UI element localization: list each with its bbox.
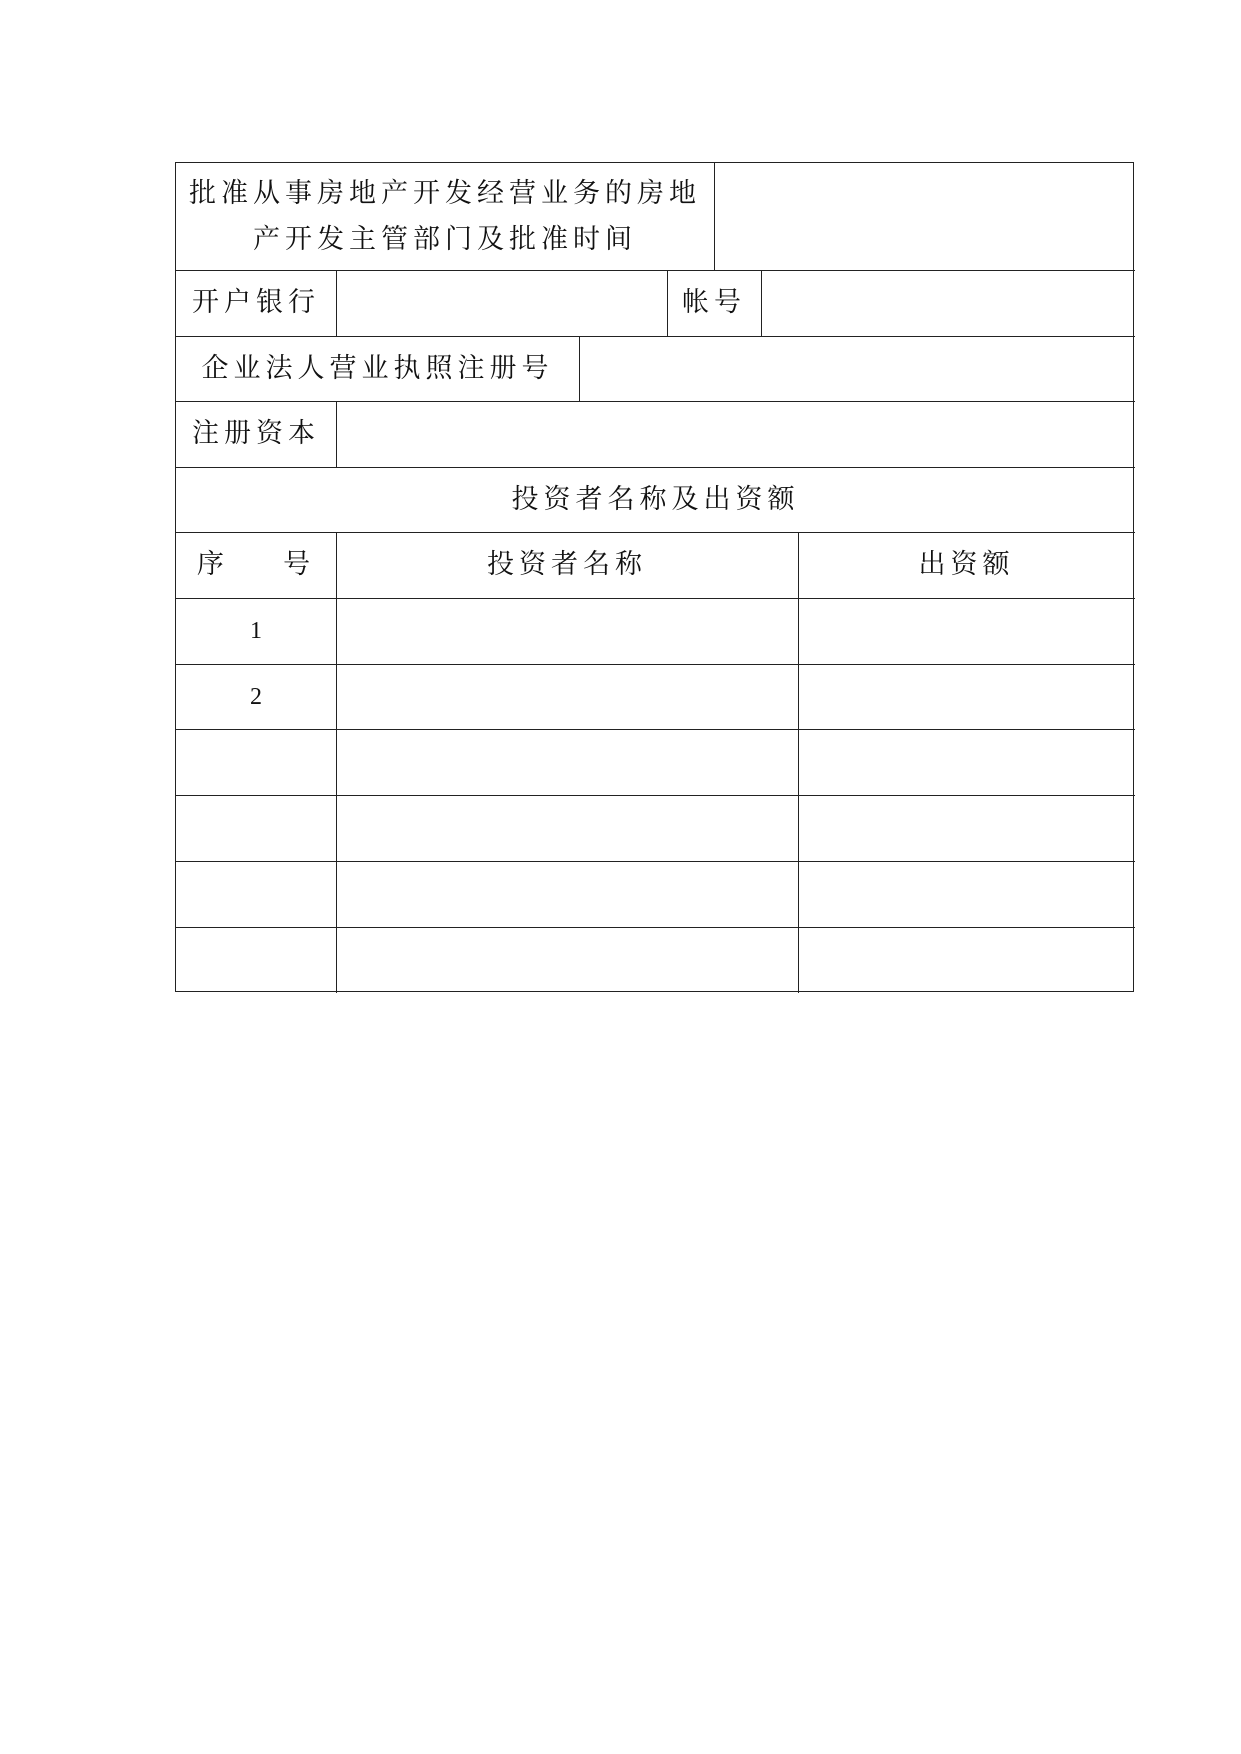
row-6-amount-field[interactable] [798,927,1135,993]
row-3-index [176,729,336,795]
row-3-amount-field[interactable] [798,729,1135,795]
header-amount: 出资额 [918,549,1015,580]
approval-value-field[interactable] [714,163,1135,270]
header-index: 序 号 [196,549,316,580]
row-1-index: 1 [250,618,262,644]
row-2-name-field[interactable] [336,664,798,729]
rule-h-11 [176,927,1135,928]
bank-value-field[interactable] [336,270,667,336]
row-4-index [176,795,336,861]
approval-label-line1: 批准从事房地产开发经营业务的房地 [189,177,701,209]
registration-form [175,162,1134,992]
rule-h-2 [176,336,1135,337]
rule-h-3 [176,401,1135,402]
rule-h-10 [176,861,1135,862]
account-value-field[interactable] [761,270,1135,336]
rule-v-bank-2 [667,270,668,336]
rule-h-7 [176,664,1135,665]
bank-label: 开户银行 [192,287,320,318]
row-6-name-field[interactable] [336,927,798,993]
row-2-index: 2 [250,683,262,710]
rule-v-bank-3 [761,270,762,336]
rule-h-5 [176,532,1135,533]
row-2-amount-field[interactable] [798,664,1135,729]
header-investor-name: 投资者名称 [487,549,647,580]
rule-v-license [579,336,580,401]
rule-v-approval [714,163,715,270]
row-3-name-field[interactable] [336,729,798,795]
rule-h-1 [176,270,1135,271]
rule-h-4 [176,467,1135,468]
rule-v-capital [336,401,337,467]
account-label: 帐号 [682,287,746,318]
row-4-amount-field[interactable] [798,795,1135,861]
rule-h-6 [176,598,1135,599]
rule-h-8 [176,729,1135,730]
approval-label [176,163,714,270]
capital-label: 注册资本 [192,418,320,449]
license-value-field[interactable] [579,336,1135,401]
row-1-amount-field[interactable] [798,598,1135,664]
row-5-index [176,861,336,927]
license-label: 企业法人营业执照注册号 [201,352,554,384]
investors-section-title: 投资者名称及出资额 [511,483,800,515]
rule-v-table-1 [336,532,337,993]
row-1-name-field[interactable] [336,598,798,664]
row-5-amount-field[interactable] [798,861,1135,927]
capital-value-field[interactable] [336,401,1135,467]
row-6-index [176,927,336,993]
row-5-name-field[interactable] [336,861,798,927]
row-4-name-field[interactable] [336,795,798,861]
rule-h-9 [176,795,1135,796]
rule-v-bank-1 [336,270,337,336]
rule-v-table-2 [798,532,799,993]
approval-label-line2: 产开发主管部门及批准时间 [253,223,637,255]
